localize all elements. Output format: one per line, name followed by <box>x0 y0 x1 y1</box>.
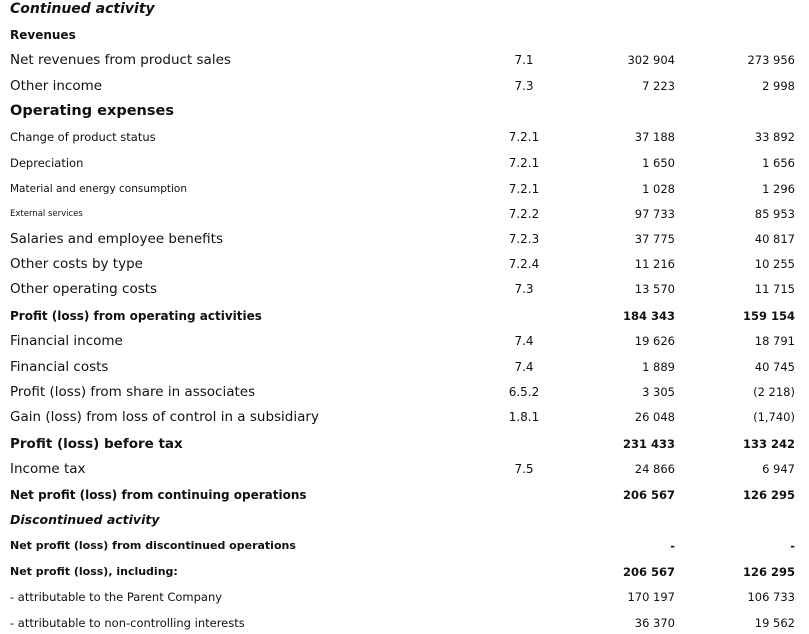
table-row-net-profit-including <box>0 561 809 583</box>
prior-year-value: 33 892 <box>754 130 795 144</box>
note-ref: 6.5.2 <box>508 385 540 399</box>
prior-year-value: (2 218) <box>753 385 795 399</box>
current-year-value: 3 305 <box>642 385 675 399</box>
subheading-revenues <box>0 24 809 46</box>
current-year-value: 37 775 <box>634 232 675 246</box>
table-row-net-profit-discontinued <box>0 535 809 557</box>
row-label: Profit (loss) before tax <box>10 436 183 452</box>
current-year-value: 11 216 <box>634 257 675 271</box>
note-ref: 7.1 <box>514 53 534 67</box>
current-year-value: 170 197 <box>627 590 675 604</box>
prior-year-value: 159 154 <box>742 309 795 323</box>
prior-year-value: 40 817 <box>754 232 795 246</box>
table-row-external-services <box>0 203 809 225</box>
prior-year-value: 2 998 <box>762 79 795 93</box>
prior-year-value: - <box>790 539 795 553</box>
note-ref: 7.3 <box>514 282 534 296</box>
prior-year-value: 126 295 <box>742 488 795 502</box>
table-row-other-operating-costs <box>0 278 809 300</box>
current-year-value: 302 904 <box>627 53 675 67</box>
note-ref: 7.3 <box>514 79 534 93</box>
row-label: Net revenues from product sales <box>10 52 231 68</box>
row-label: Other income <box>10 78 103 94</box>
current-year-value: 24 866 <box>634 462 675 476</box>
table-row-change-of-product-status <box>0 126 809 148</box>
row-label: - attributable to the Parent Company <box>10 590 223 604</box>
table-row-net-revenues <box>0 49 809 71</box>
table-row-share-in-associates <box>0 381 809 403</box>
note-ref: 7.2.4 <box>508 257 540 271</box>
note-ref: 7.2.1 <box>508 130 540 144</box>
table-row-financial-income <box>0 330 809 352</box>
table-row-material-energy <box>0 178 809 200</box>
current-year-value: 7 223 <box>642 79 675 93</box>
table-row-income-tax <box>0 458 809 480</box>
row-label: Material and energy consumption <box>10 183 187 195</box>
table-row-other-income <box>0 75 809 97</box>
table-row-attributable-non-controlling <box>0 612 809 634</box>
section-heading-continued-activity <box>0 0 809 20</box>
row-label: External services <box>10 209 83 219</box>
note-ref: 7.2.1 <box>508 182 540 196</box>
section-heading-discontinued-activity <box>0 509 809 531</box>
row-label: Operating expenses <box>10 103 174 119</box>
row-label: Net profit (loss) from continuing operations <box>10 488 307 502</box>
row-label: Change of product status <box>10 130 156 144</box>
table-row-profit-before-tax <box>0 433 809 455</box>
note-ref: 1.8.1 <box>508 410 540 424</box>
current-year-value: 37 188 <box>634 130 675 144</box>
prior-year-value: 19 562 <box>754 616 795 630</box>
table-row-net-profit-continuing <box>0 484 809 506</box>
table-row-depreciation <box>0 152 809 174</box>
table-row-profit-operating <box>0 305 809 327</box>
prior-year-value: 10 255 <box>754 257 795 271</box>
row-label: Salaries and employee benefits <box>10 231 223 247</box>
table-row-loss-of-control <box>0 406 809 428</box>
current-year-value: 36 370 <box>634 616 675 630</box>
prior-year-value: 1 656 <box>762 156 795 170</box>
row-label: Net profit (loss), including: <box>10 565 178 578</box>
prior-year-value: 85 953 <box>754 207 795 221</box>
row-label: Other operating costs <box>10 281 158 297</box>
row-label: Profit (loss) from share in associates <box>10 384 256 400</box>
row-label: Revenues <box>10 28 76 42</box>
prior-year-value: 11 715 <box>754 282 795 296</box>
row-label: Depreciation <box>10 156 84 170</box>
current-year-value: 231 433 <box>622 437 675 451</box>
current-year-value: 206 567 <box>622 488 675 502</box>
table-row-financial-costs <box>0 356 809 378</box>
row-label: Gain (loss) from loss of control in a subsidiary <box>10 409 319 425</box>
current-year-value: 13 570 <box>634 282 675 296</box>
row-label: Continued activity <box>10 1 155 17</box>
prior-year-value: 18 791 <box>754 334 795 348</box>
prior-year-value: 126 295 <box>742 565 795 579</box>
current-year-value: 1 028 <box>642 182 675 196</box>
prior-year-value: 40 745 <box>754 360 795 374</box>
current-year-value: - <box>670 539 675 553</box>
current-year-value: 1 650 <box>642 156 675 170</box>
subheading-operating-expenses <box>0 100 809 122</box>
current-year-value: 26 048 <box>634 410 675 424</box>
row-label: Financial income <box>10 333 123 349</box>
note-ref: 7.2.1 <box>508 156 540 170</box>
table-row-other-costs-by-type <box>0 253 809 275</box>
note-ref: 7.4 <box>514 334 534 348</box>
note-ref: 7.4 <box>514 360 534 374</box>
current-year-value: 1 889 <box>642 360 675 374</box>
row-label: Profit (loss) from operating activities <box>10 309 262 323</box>
prior-year-value: 6 947 <box>762 462 795 476</box>
row-label: Net profit (loss) from discontinued operations <box>10 539 296 552</box>
note-ref: 7.5 <box>514 462 534 476</box>
table-row-attributable-parent <box>0 586 809 608</box>
row-label: Discontinued activity <box>10 512 160 527</box>
prior-year-value: (1,740) <box>753 410 795 424</box>
prior-year-value: 273 956 <box>747 53 795 67</box>
current-year-value: 184 343 <box>622 309 675 323</box>
prior-year-value: 106 733 <box>747 590 795 604</box>
note-ref: 7.2.2 <box>508 207 540 221</box>
row-label: Other costs by type <box>10 256 143 272</box>
current-year-value: 19 626 <box>634 334 675 348</box>
row-label: Financial costs <box>10 359 109 375</box>
current-year-value: 97 733 <box>634 207 675 221</box>
note-ref: 7.2.3 <box>508 232 540 246</box>
prior-year-value: 1 296 <box>762 182 795 196</box>
current-year-value: 206 567 <box>622 565 675 579</box>
prior-year-value: 133 242 <box>742 437 795 451</box>
row-label: - attributable to non-controlling interests <box>10 616 245 630</box>
table-row-salaries <box>0 228 809 250</box>
row-label: Income tax <box>10 461 86 477</box>
